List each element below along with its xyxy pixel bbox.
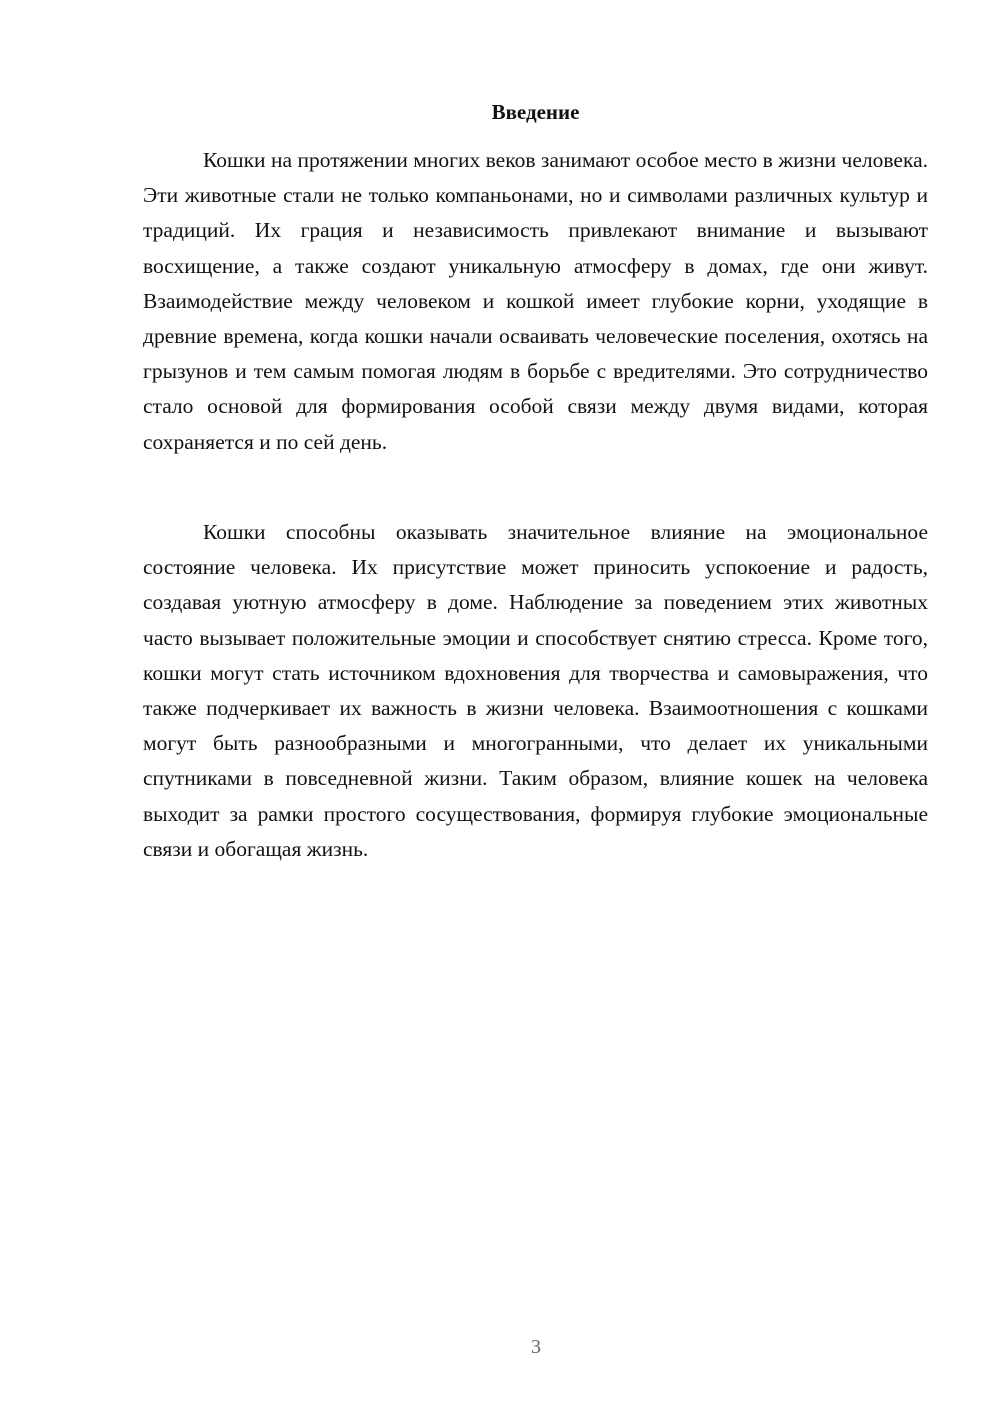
paragraph-2: Кошки способны оказывать значительное влияние на эмоциональное состояние человека. Их присутствие может приносить успокоение и радость, создавая уютную атмосферу в доме. Наблюдение за поведением этих животных часто вызывает положительные эмоции и способствует снятию стресса. Кроме того, кошки могут стать источником вдохновения для творчества и самовыражения, что также подчеркивает их важность в жизни человека. Взаимоотношения с кошками могут быть разнообразными и многогранными, что делает их уникальными спутниками в повседневной жизни. Таким образом, влияние кошек на человека выходит за рамки простого сосуществования, формируя глубокие эмоциональные связи и обогащая жизнь. <box>143 520 928 861</box>
paragraph-2-container <box>143 515 928 867</box>
paragraph-1: Кошки на протяжении многих веков занимают особое место в жизни человека. Эти животные стали не только компаньонами, но и символами различных культур и традиций. Их грация и независимость привлекают внимание и вызывают восхищение, а также создают уникальную атмосферу в домах, где они живут. Взаимодействие между человеком и кошкой имеет глубокие корни, уходящие в древние времена, когда кошки начали осваивать человеческие поселения, охотясь на грызунов и тем самым помогая людям в борьбе с вредителями. Это сотрудничество стало основой для формирования особой связи между двумя видами, которая сохраняется и по сей день. <box>143 148 928 454</box>
section-title: Введение <box>491 100 580 124</box>
paragraph-1-container <box>143 143 928 460</box>
page-number: 3 <box>531 1336 541 1358</box>
